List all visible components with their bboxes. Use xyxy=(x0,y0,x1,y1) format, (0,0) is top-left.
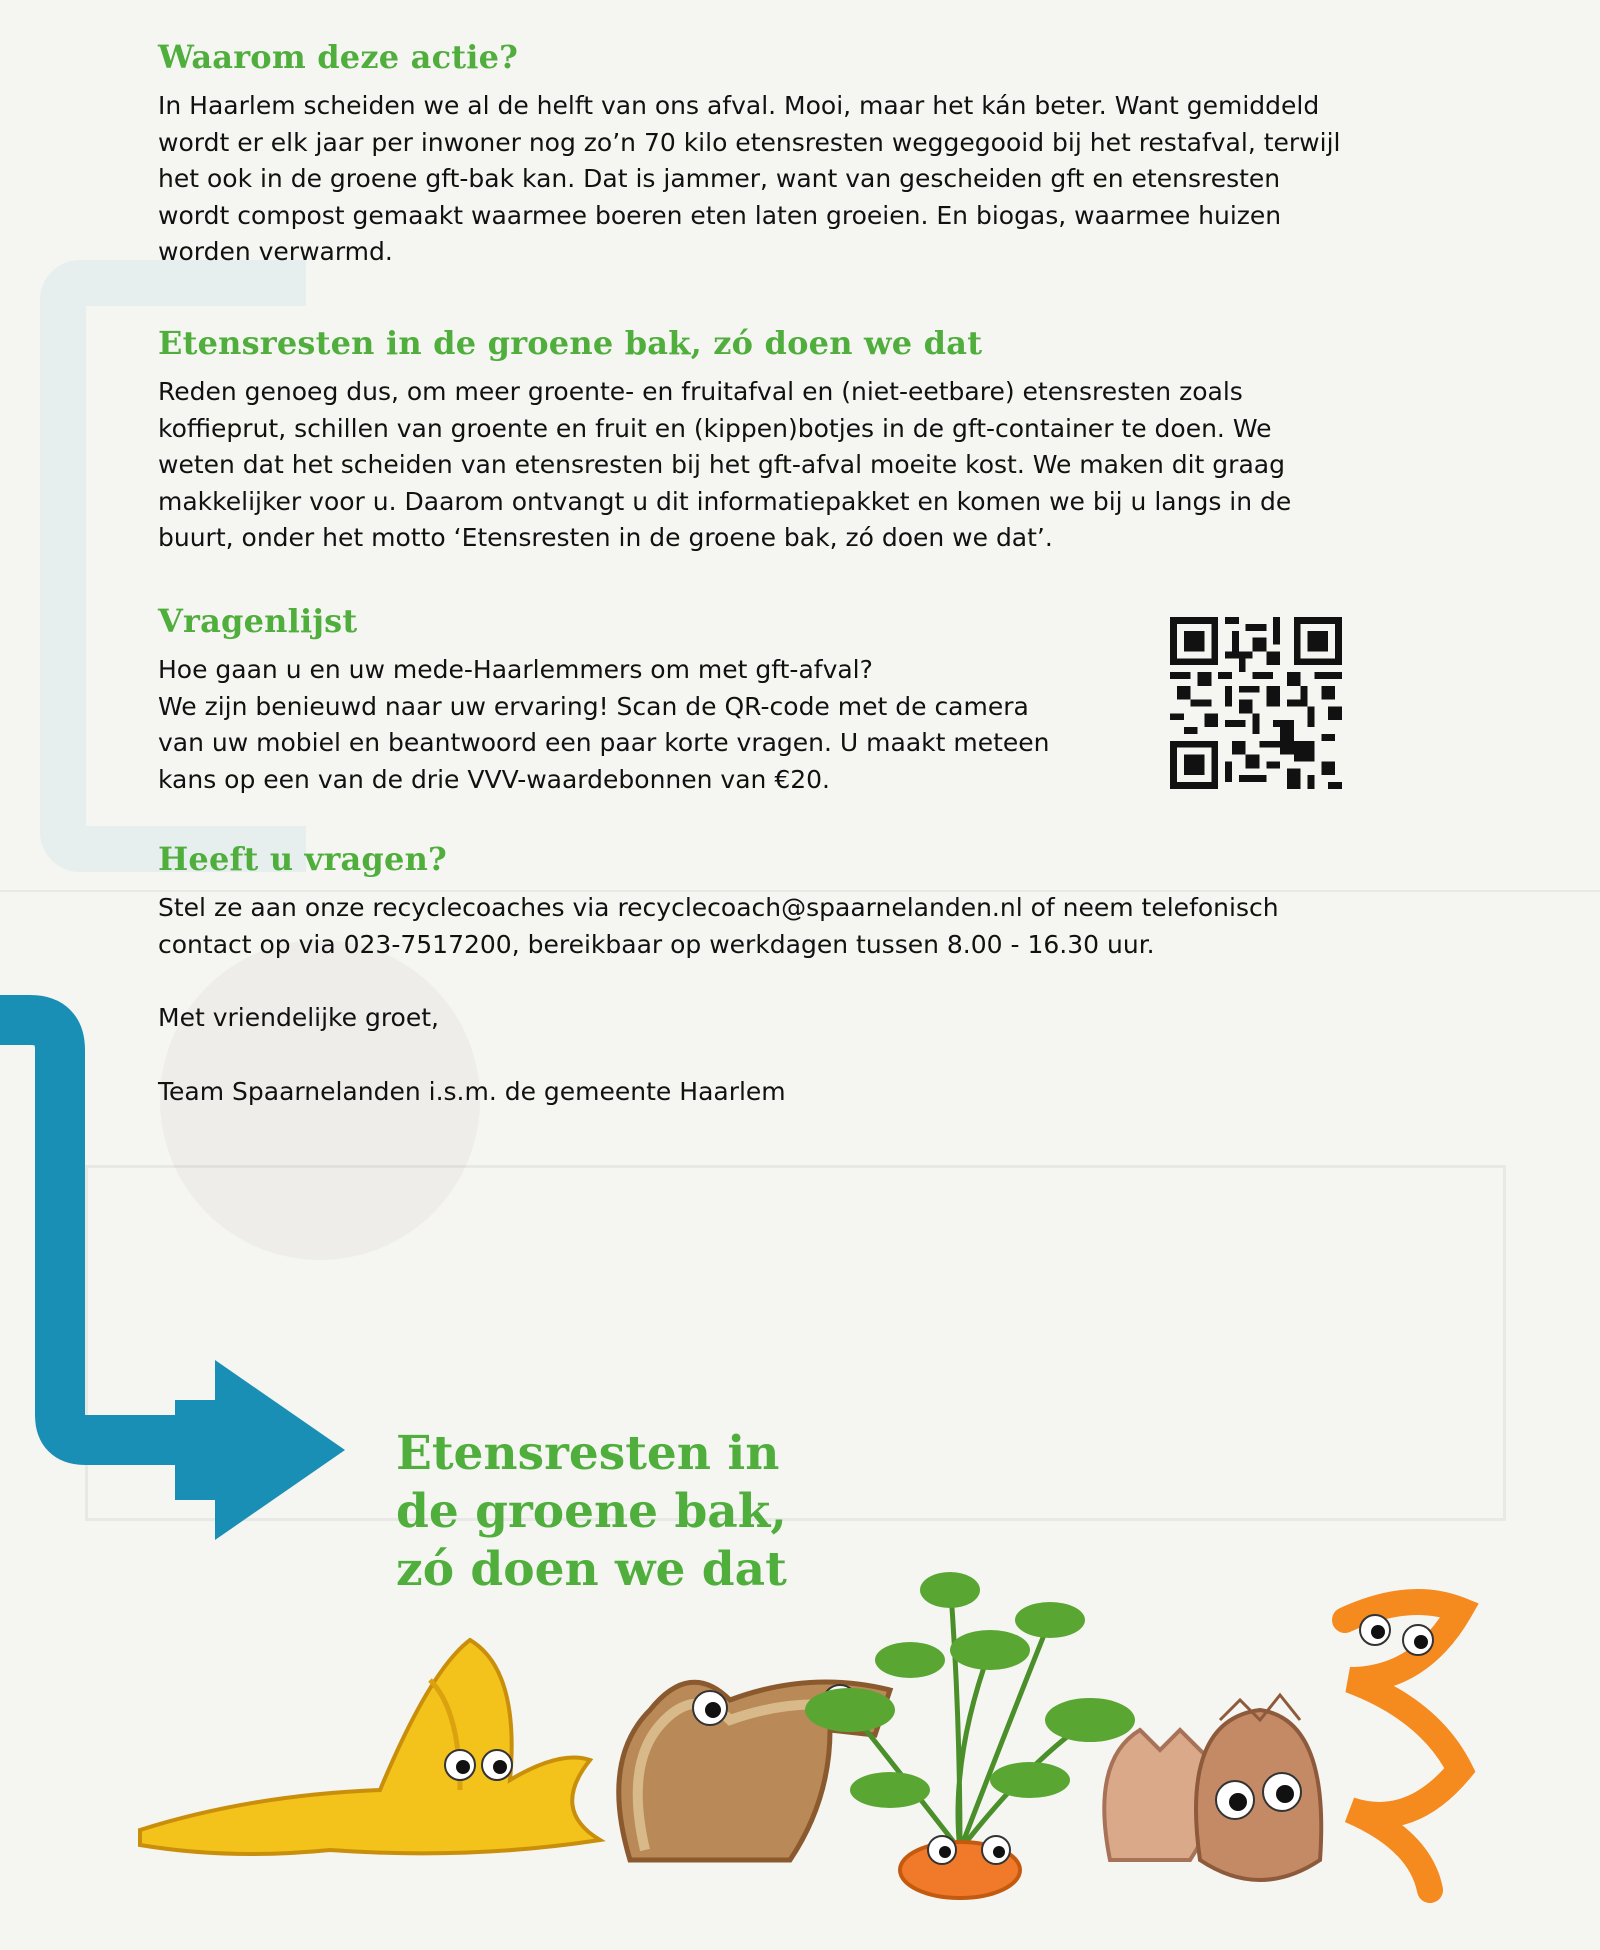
vragenlijst-line: kans op een van de drie VVV-waardebonnen van €20. xyxy=(158,764,830,794)
food-scraps-illustration xyxy=(130,1560,1530,1930)
closing-greeting: Met vriendelijke groet, xyxy=(158,1003,439,1032)
section-vragen xyxy=(158,840,1348,963)
section-waarom xyxy=(158,38,1348,271)
qr-code-icon[interactable] xyxy=(1170,617,1342,789)
vragen-line: Stel ze aan onze recyclecoaches via recyclecoach@spaarnelanden.nl of neem telefonisch xyxy=(158,893,1279,922)
orange-peel-icon xyxy=(1345,1602,1460,1890)
banana-peel-icon xyxy=(140,1640,600,1854)
section-vragenlijst xyxy=(158,602,1078,798)
tagline-line: Etensresten in xyxy=(396,1426,780,1481)
heading-vragenlijst: Vragenlijst xyxy=(158,602,358,640)
vragenlijst-line: Hoe gaan u en uw mede-Haarlemmers om met gft-afval? xyxy=(158,655,873,684)
body-etensresten: Reden genoeg dus, om meer groente- en fruitafval en (niet-eetbare) etensresten zoals koffieprut, schillen van groente en fruit en (kippen)botjes in de gft-container te doen. We weten dat het scheiden van etensresten bij het gft-afval moeite kost. We maken dit graag makkelijker voor u. Daarom ontvangt u dit informatiepakket en komen we bij u langs in de buurt, onder het motto ‘Etensresten in de groene bak, zó doen we dat’. xyxy=(158,377,1292,552)
tagline-line: zó doen we dat xyxy=(396,1542,787,1597)
body-waarom: In Haarlem scheiden we al de helft van ons afval. Mooi, maar het kán beter. Want gemiddeld wordt er elk jaar per inwoner nog zo’n 70 kilo etensresten weggegooid bij het restafval, terwijl het ook in de groene gft-bak kan. Dat is jammer, want van gescheiden gft en etensresten wordt compost gemaakt waarmee boeren eten laten groeien. En biogas, waarmee huizen worden verwarmd. xyxy=(158,91,1341,266)
arrow-right-icon xyxy=(0,990,350,1550)
section-etensresten xyxy=(158,324,1348,557)
heading-etensresten: Etensresten in de groene bak, zó doen we dat xyxy=(158,324,983,362)
vragenlijst-line: We zijn benieuwd naar uw ervaring! Scan de QR-code met de camera xyxy=(158,691,1029,721)
egg-shell-icon xyxy=(1104,1695,1321,1880)
heading-waarom: Waarom deze actie? xyxy=(158,38,519,76)
signature-team: Team Spaarnelanden i.s.m. de gemeente Haarlem xyxy=(158,1077,786,1106)
tagline-line: de groene bak, xyxy=(396,1484,787,1539)
vragen-line: contact op via 023-7517200, bereikbaar op werkdagen tussen 8.00 - 16.30 uur. xyxy=(158,929,1155,959)
vragenlijst-line: van uw mobiel en beantwoord een paar korte vragen. U maakt meteen xyxy=(158,728,1050,757)
heading-vragen: Heeft u vragen? xyxy=(158,840,447,878)
